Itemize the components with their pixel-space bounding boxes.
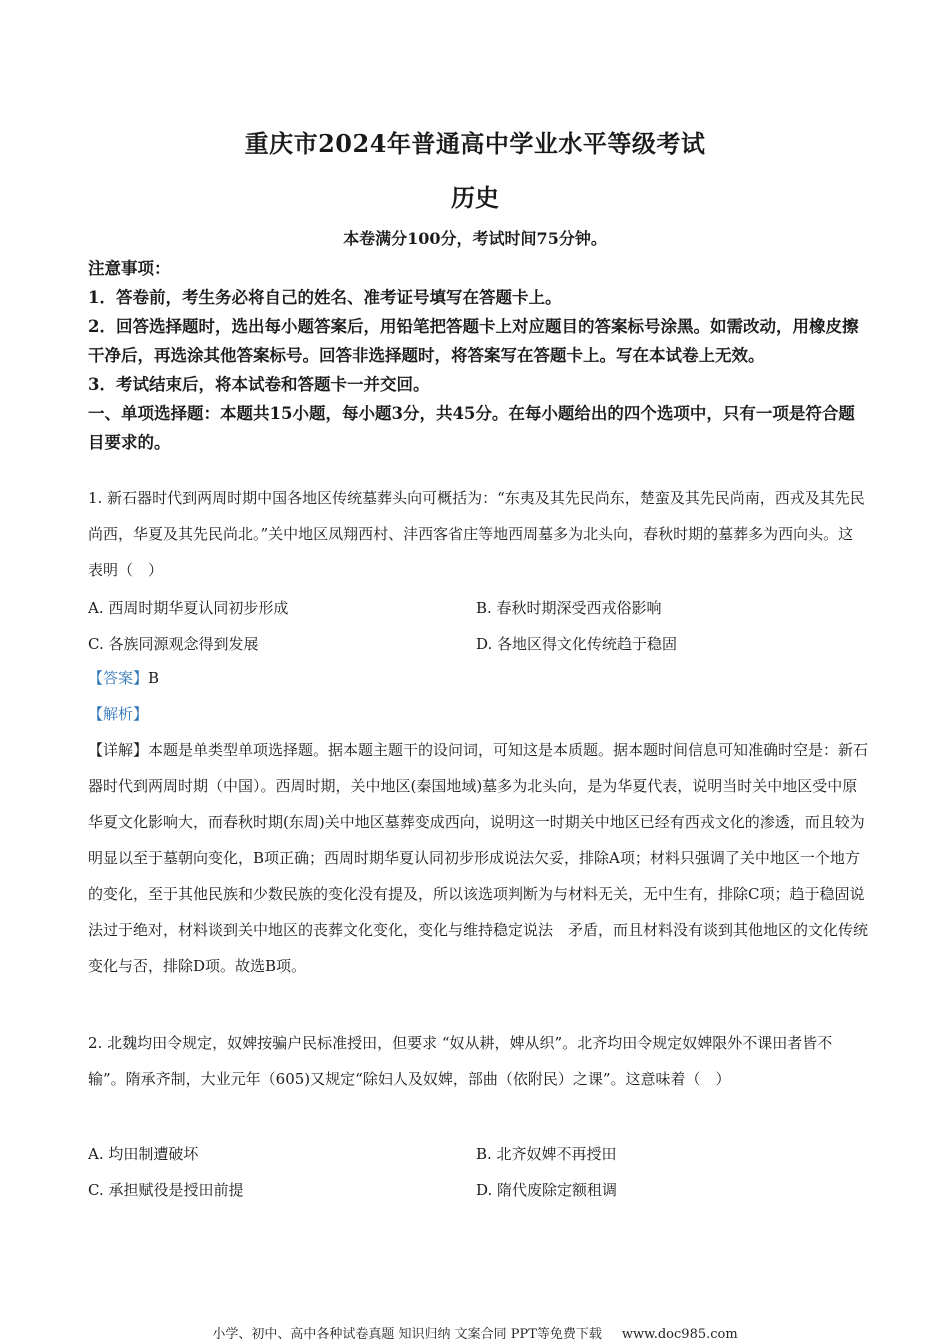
question-1-stem: 1. 新石器时代到两周时期中国各地区传统墓葬头向可概括为：“东夷及其先民尚东，楚蛮及其先民尚南，西戎及其先民尚西，华夏及其先民尚北。”关中地区凤翔西村、沣西客省庄等地西周墓多为北头向，春秋时期的墓葬多为西向头。这表明（ ） bbox=[88, 489, 865, 579]
footer-url[interactable]: www.doc985.com bbox=[621, 1327, 738, 1342]
question-1-answer-block bbox=[88, 660, 868, 984]
section-1-heading: 一、单项选择题：本题共15小题，每小题3分，共45分。在每小题给出的四个选项中，只有一项是符合题目要求的。 bbox=[88, 404, 855, 452]
question-1-stem-block bbox=[88, 480, 868, 588]
footer-text: 小学、初中、高中各种试卷真题 知识归纳 文案合同 PPT等免费下载 bbox=[212, 1327, 602, 1342]
question-2-options bbox=[88, 1135, 868, 1207]
notes-heading: 注意事项： bbox=[88, 259, 171, 278]
q2-option-c: C. 承担赋役是授田前提 bbox=[88, 1180, 244, 1199]
q1-option-c: C. 各族同源观念得到发展 bbox=[88, 634, 259, 653]
q1-option-d: D. 各地区得文化传统趋于稳固 bbox=[476, 634, 678, 653]
notes-item-1: 1．答卷前，考生务必将自己的姓名、准考证号填写在答题卡上。 bbox=[88, 288, 562, 307]
question-2-stem: 2. 北魏均田令规定，奴婢按骗户民标准授田，但要求 “奴从耕，婢从织”。北齐均田令规定奴婢限外不课田者皆不输”。隋承齐制，大业元年（605)又规定“除妇人及奴婢，部曲（依附民）之课”。这意味着（ ） bbox=[88, 1034, 833, 1088]
analysis-tag: 【解析】 bbox=[88, 705, 149, 723]
q2-option-b: B. 北齐奴婢不再授田 bbox=[476, 1144, 617, 1163]
notes-item-2: 2．回答选择题时，选出每小题答案后，用铅笔把答题卡上对应题目的答案标号涂黑。如需改动，用橡皮擦干净后，再选涂其他答案标号。回答非选择题时，将答案写在答题卡上。写在本试卷上无效。 bbox=[88, 317, 859, 365]
q1-detail: 【详解】本题是单类型单项选择题。据本题主题干的设问词，可知这是本质题。据本题时间信息可知准确时空是：新石器时代到两周时期（中国）。西周时期，关中地区(秦国地域)墓多为北头向，是为华夏代表，说明当时关中地区受中原华夏文化影响大，而春秋时期(东周)关中地区墓葬变成西向，说明这一时期关中地区已经有西戎文化的渗透，而且较为明显以至于墓朝向变化，B项正确；西周时期华夏认同初步形成说法欠妥，排除A项；材料只强调了关中地区一个地方的变化，至于其他民族和少数民族的变化没有提及，所以该选项判断为与材料无关，无中生有，排除C项；趋于稳固说法过于绝对，材料谈到关中地区的丧葬文化变化，变化与维持稳定说法 矛盾，而且材料没有谈到其他地区的文化传统变化与否，排除D项。故选B项。 bbox=[88, 741, 869, 975]
page-footer bbox=[0, 1323, 950, 1342]
exam-title: 重庆市2024年普通高中学业水平等级考试 bbox=[244, 129, 706, 158]
q1-answer-line bbox=[88, 660, 868, 696]
answer-tag: 【答案】 bbox=[88, 669, 149, 687]
notes-item-3: 3．考试结束后，将本试卷和答题卡一并交回。 bbox=[88, 375, 430, 394]
score-line: 本卷满分100分，考试时间75分钟。 bbox=[343, 229, 607, 248]
q1-option-b: B. 春秋时期深受西戎俗影响 bbox=[476, 598, 662, 617]
q2-option-d: D. 隋代废除定额租调 bbox=[476, 1180, 618, 1199]
question-1-options bbox=[88, 589, 868, 661]
question-2-stem-block bbox=[88, 1025, 868, 1097]
q1-option-a: A. 西周时期华夏认同初步形成 bbox=[88, 598, 289, 617]
notes-block bbox=[88, 254, 868, 457]
subject-title: 历史 bbox=[451, 183, 499, 212]
q2-option-a: A. 均田制遭破坏 bbox=[88, 1144, 199, 1163]
answer-value: B bbox=[148, 669, 160, 687]
